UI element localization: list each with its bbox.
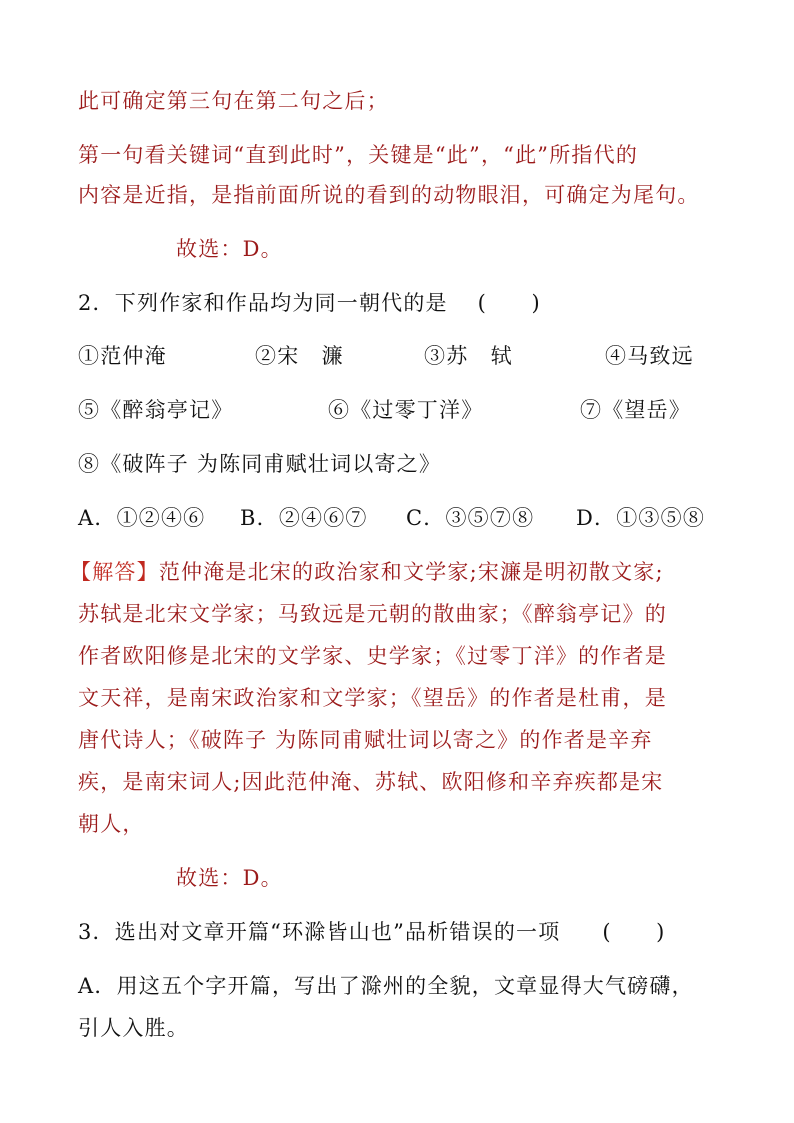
- answer-line: 故选：D。: [176, 237, 283, 261]
- author-option: ①范仲淹: [78, 344, 167, 368]
- choice-a-line: A．用这五个字开篇，写出了滁州的全貌，文章显得大气磅礴，: [78, 974, 694, 998]
- work-option: ⑥《过零丁洋》: [328, 398, 484, 422]
- work-option: ⑧《破阵子 为陈同甫赋壮词以寄之》: [78, 452, 442, 476]
- explanation-line: 作者欧阳修是北宋的文学家、史学家；《过零丁洋》的作者是: [78, 644, 667, 668]
- explanation-line: 唐代诗人；《破阵子 为陈同甫赋壮词以寄之》的作者是辛弃: [78, 728, 653, 752]
- explanation-line: 内容是近指，是指前面所说的看到的动物眼泪，可确定为尾句。: [78, 183, 700, 207]
- question-2-stem: [78, 288, 728, 318]
- choice-a: A．①②④⑥: [78, 506, 206, 530]
- explanation-line: [70, 557, 720, 587]
- explanation-line: 朝人，: [78, 812, 145, 836]
- explanation-text: 范仲淹是北宋的政治家和文学家;宋濂是明初散文家;: [158, 560, 664, 584]
- author-option: ②宋 濂: [255, 344, 344, 368]
- author-option: ③苏 轼: [424, 344, 513, 368]
- explanation-line: 苏轼是北宋文学家；马致远是元朝的散曲家；《醉翁亭记》的: [78, 602, 667, 626]
- jieda-tag: 【解答】: [70, 560, 159, 584]
- choice-d: D．①③⑤⑧: [576, 506, 706, 530]
- work-option: ⑦《望岳》: [580, 398, 691, 422]
- question-3-stem: [78, 917, 728, 947]
- answer-paren: ( ): [602, 920, 666, 944]
- choice-a-line: 引人入胜。: [78, 1016, 189, 1040]
- question-stem-text: 2．下列作家和作品均为同一朝代的是: [78, 291, 448, 315]
- choice-b: B．②④⑥⑦: [240, 506, 368, 530]
- question-stem-text: 3．选出对文章开篇“环滁皆山也”品析错误的一项: [78, 920, 561, 944]
- answer-line: 故选：D。: [176, 866, 283, 890]
- choice-c: C．③⑤⑦⑧: [406, 506, 535, 530]
- answer-paren: ( ): [477, 291, 541, 315]
- author-option: ④马致远: [605, 344, 694, 368]
- explanation-line: 第一句看关键词“直到此时”，关键是“此”，“此”所指代的: [78, 143, 639, 167]
- work-option: ⑤《醉翁亭记》: [78, 398, 234, 422]
- explanation-line: 疾，是南宋词人;因此范仲淹、苏轼、欧阳修和辛弃疾都是宋: [78, 770, 664, 794]
- explanation-line: 文天祥，是南宋政治家和文学家；《望岳》的作者是杜甫，是: [78, 686, 667, 710]
- explanation-line: 此可确定第三句在第二句之后；: [78, 89, 389, 113]
